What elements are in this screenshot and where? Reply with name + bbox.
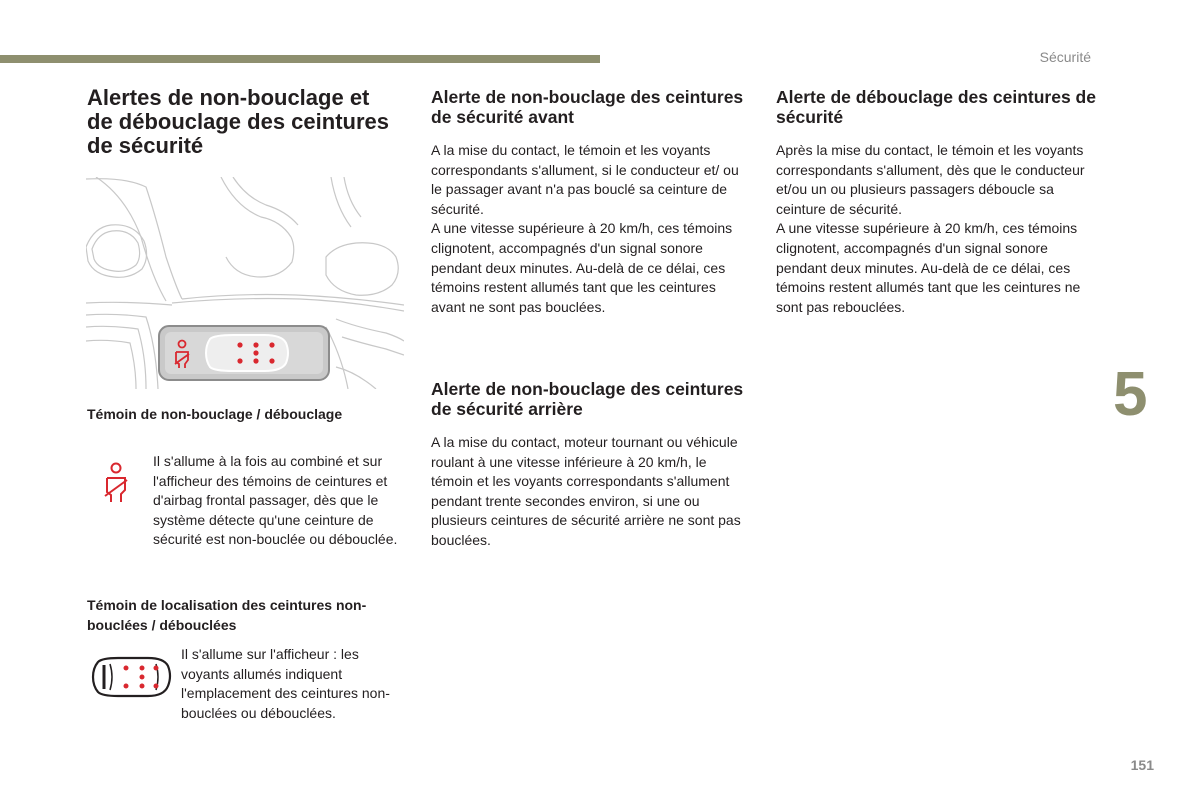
page-title: Alertes de non-bouclage et de débouclage des ceintures de sécurité bbox=[87, 85, 389, 158]
front-belt-para1: A la mise du contact, le témoin et les voyants correspondants s'allument, si le conducteur et/ ou le passager avant n'a pas bouclé sa ceinture de sécurité. bbox=[431, 142, 739, 217]
unbuckle-section bbox=[776, 88, 1096, 317]
unbuckle-para2: A une vitesse supérieure à 20 km/h, ces témoins clignotent, accompagnés d'un signal sonore pendant deux minutes. Au-delà de ce délai, ces témoins restent allumés tant que les ceintures ne sont pas rebouclées. bbox=[776, 220, 1081, 315]
location-lamp-caption: Témoin de localisation des ceintures non-bouclées / débouclées bbox=[87, 597, 367, 633]
chapter-accent-bar bbox=[0, 55, 600, 63]
dashboard-illustration bbox=[86, 177, 404, 389]
page-number: 151 bbox=[1130, 757, 1154, 773]
seatbelt-warning-icon bbox=[102, 462, 130, 504]
location-lamp-description: Il s'allume sur l'afficheur : les voyants allumés indiquent l'emplacement des ceintures non-bouclées ou débouclées. bbox=[181, 646, 390, 721]
unbuckle-para1: Après la mise du contact, le témoin et les voyants correspondants s'allument, dès que le conducteur et/ou un ou plusieurs passagers déboucle sa ceinture de sécurité. bbox=[776, 142, 1085, 217]
rear-belt-heading: Alerte de non-bouclage des ceintures de sécurité arrière bbox=[431, 379, 744, 419]
warning-lamp-caption: Témoin de non-bouclage / débouclage bbox=[87, 406, 343, 422]
unbuckle-heading: Alerte de débouclage des ceintures de sécurité bbox=[776, 87, 1096, 127]
front-belt-heading: Alerte de non-bouclage des ceintures de sécurité avant bbox=[431, 87, 744, 127]
front-belt-section bbox=[431, 88, 751, 317]
chapter-number: 5 bbox=[1113, 360, 1148, 429]
front-belt-para2: A une vitesse supérieure à 20 km/h, ces témoins clignotent, accompagnés d'un signal sonore pendant deux minutes. Au-delà de ce délai, ces témoins restent allumés tant que les ceintures avant ne sont pas bouclées. bbox=[431, 220, 733, 315]
warning-lamp-description: Il s'allume à la fois au combiné et sur l'afficheur des témoins de ceintures et d'airbag frontal passager, dès que le système détecte qu'une ceinture de sécurité est non-bouclée ou débouclée. bbox=[153, 453, 398, 548]
seat-location-car-icon bbox=[90, 656, 174, 698]
rear-belt-para1: A la mise du contact, moteur tournant ou véhicule roulant à une vitesse inférieure à 20 km/h, le témoin et les voyants correspondants s'allument pendant trente secondes environ, si une ou plusieurs ceintures de sécurité arrière ne sont pas bouclées. bbox=[431, 434, 741, 548]
rear-belt-section bbox=[431, 380, 751, 551]
section-label: Sécurité bbox=[1039, 49, 1091, 65]
